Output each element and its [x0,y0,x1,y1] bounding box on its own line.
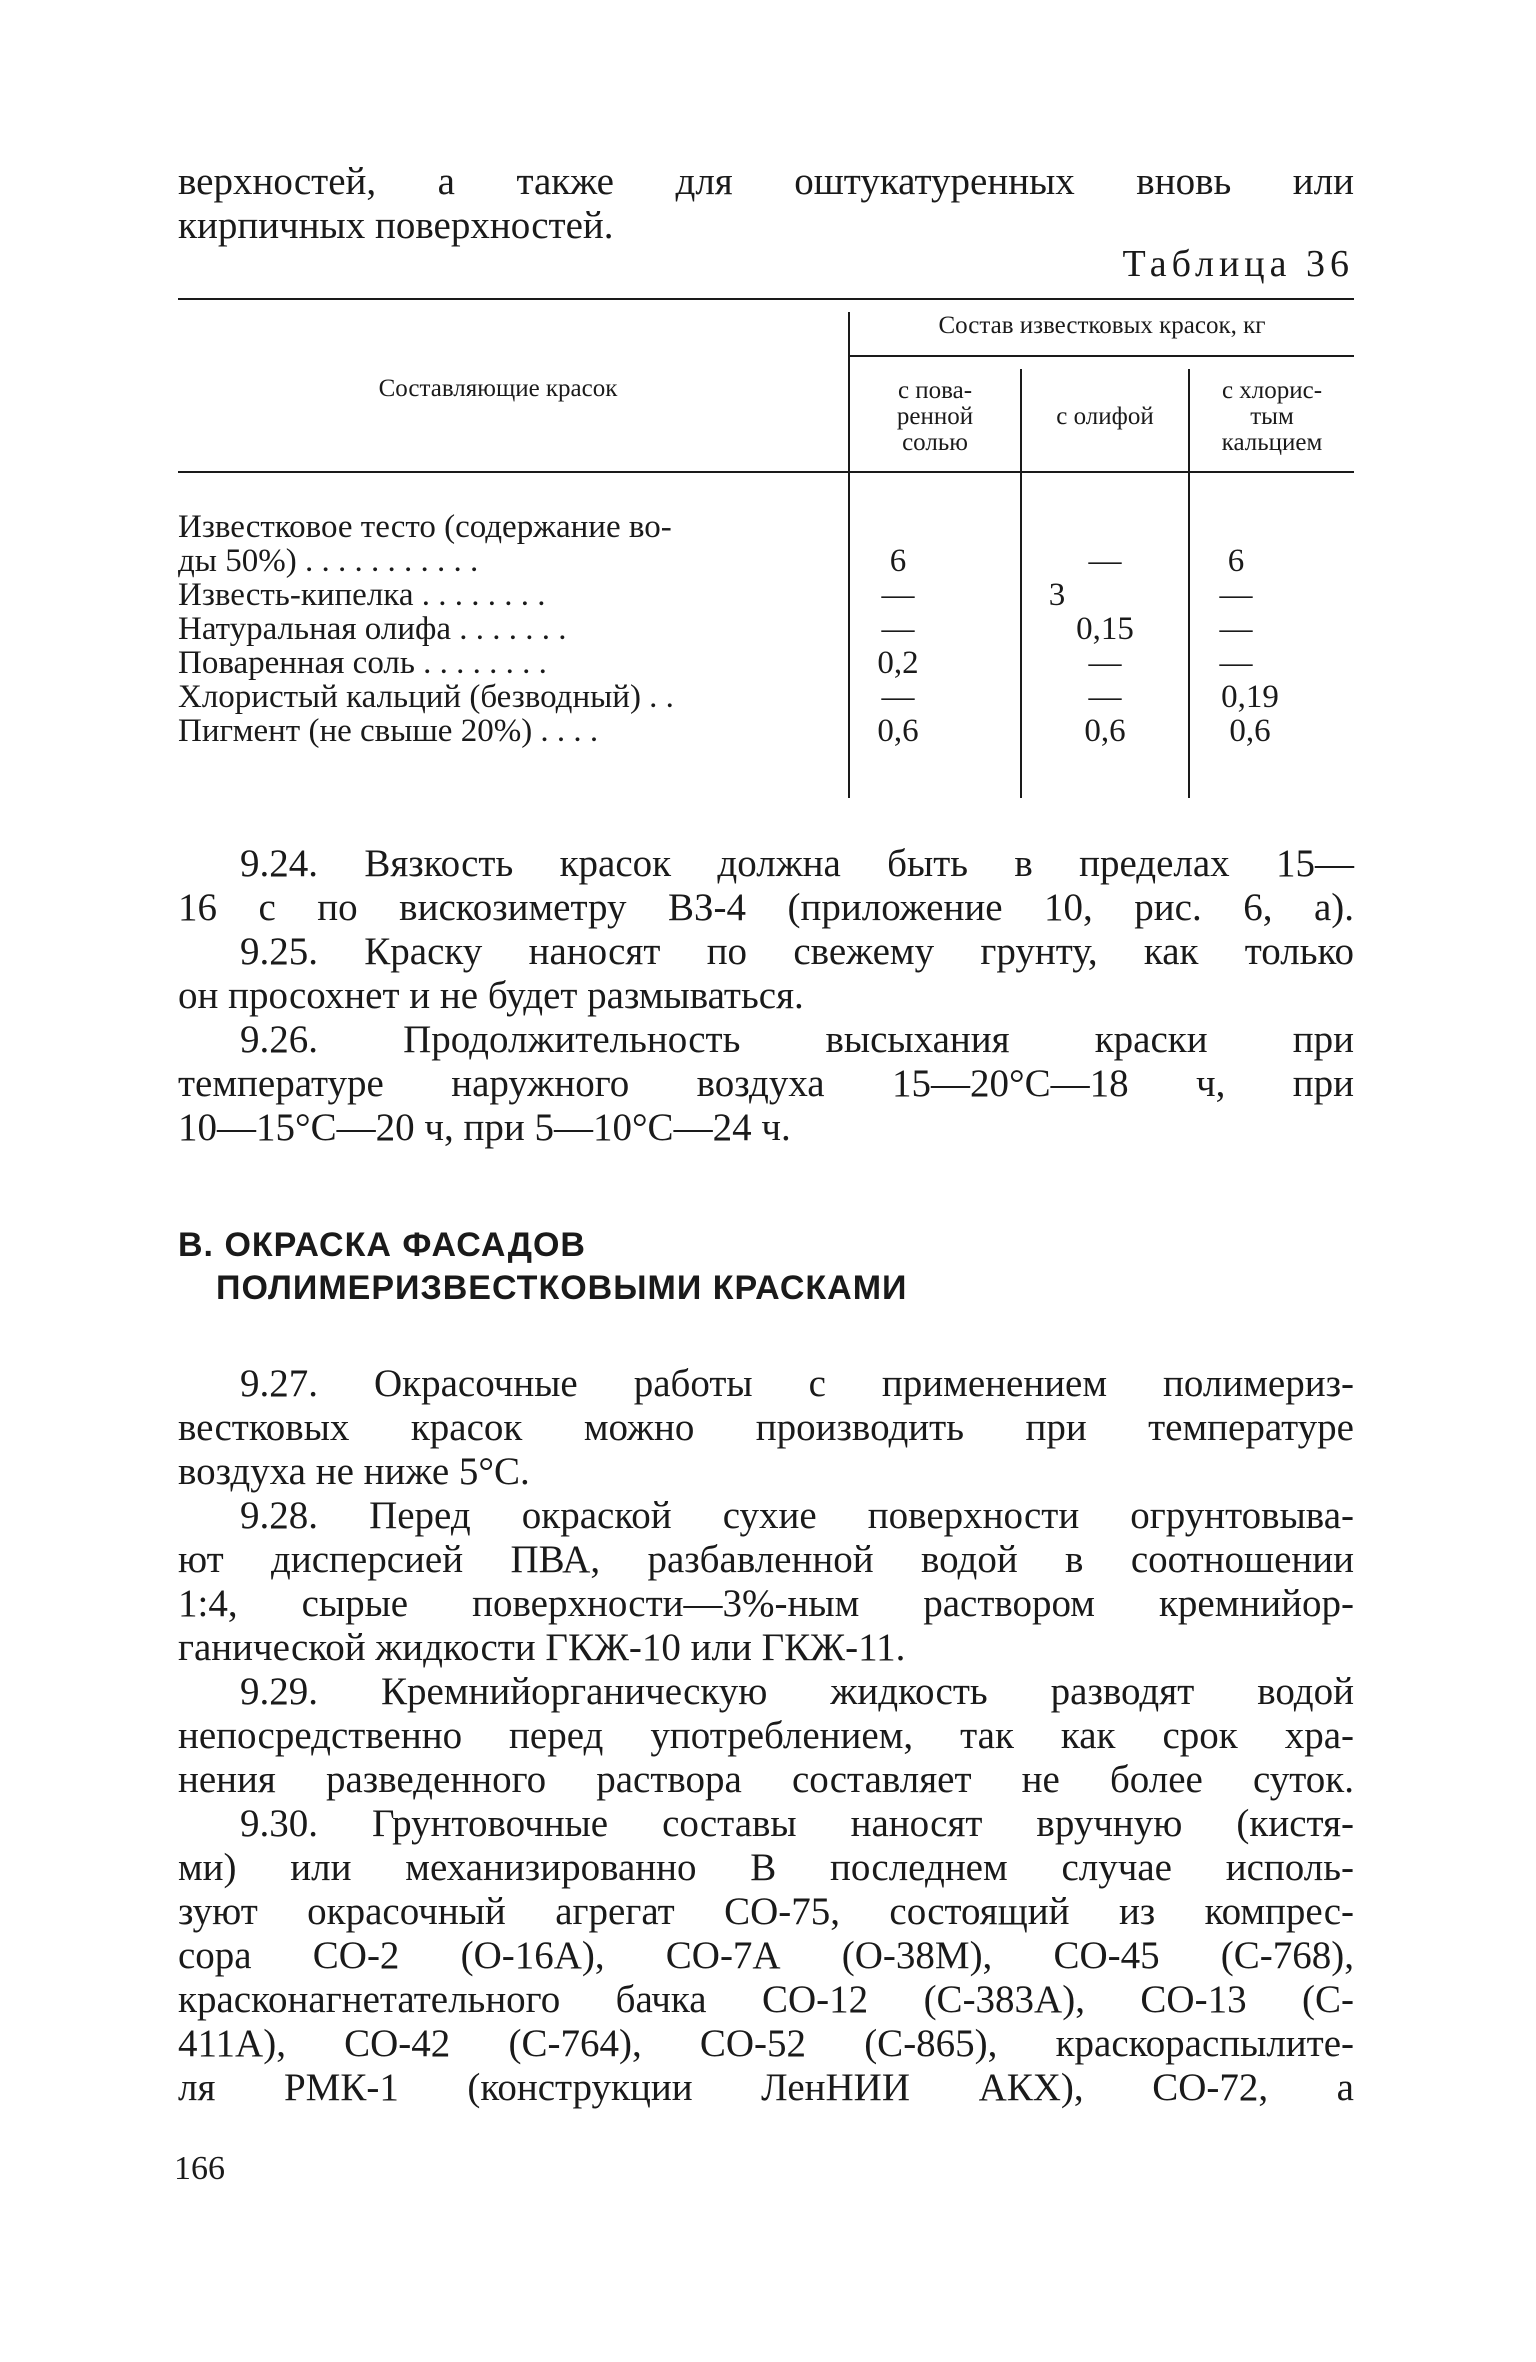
row-label: Известковое тесто (содержание во- [178,509,672,545]
table-cell: 0,6 [1084,713,1126,749]
para-9-28-line-3: 1:4, сырые поверхности—3%-ным раствором кремнийор- [178,1582,1354,1625]
header-oil-line-1: с олифой [1056,403,1154,430]
table-cell: — [1219,577,1253,613]
table-cell: — [881,679,915,715]
para-9-30-line-7: ля РМК-1 (конструкции ЛенНИИ АКХ), СО-72, а [178,2066,1354,2109]
header-salt-line-2: ренной [896,403,974,430]
header-calcium-line-1: с хлорис- [1221,377,1323,404]
table-caption: Таблица 36 [1122,243,1354,285]
para-9-28-line-2: ют дисперсией ПВА, разбавленной водой в соотношении [178,1538,1354,1581]
para-9-30-line-2: ми) или механизированно В последнем случае исполь- [178,1846,1354,1889]
table-top-rule [178,298,1354,300]
group-header-rule [850,355,1354,357]
row-label: Поваренная соль . . . . . . . . [178,645,547,681]
para-9-27-line-2: вестковых красок можно производить при температуре [178,1406,1354,1449]
header-salt-line-1: с пова- [897,377,973,404]
table-cell: 0,2 [877,645,919,681]
para-9-26-line-3: 10—15°С—20 ч, при 5—10°С—24 ч. [178,1106,791,1149]
section-heading-line-1: В. ОКРАСКА ФАСАДОВ [178,1226,586,1264]
table-cell: — [1219,645,1253,681]
header-calcium [1190,378,1354,456]
table-cell: — [881,577,915,613]
table-cell: 0,6 [1229,713,1271,749]
para-9-24-line-1: 9.24. Вязкость красок должна быть в пределах 15— [240,842,1354,885]
table-cell: — [1088,679,1122,715]
para-9-30-line-1: 9.30. Грунтовочные составы наносят вручную (кистя- [240,1802,1354,1845]
table-cell: — [1088,645,1122,681]
row-label: ды 50%) . . . . . . . . . . . [178,543,479,579]
para-9-25-line-2: он просохнет и не будет размываться. [178,974,804,1017]
header-salt-line-3: солью [902,429,968,456]
page-number: 166 [174,2150,225,2187]
para-9-28-line-1: 9.28. Перед окраской сухие поверхности огрунтовыва- [240,1494,1354,1537]
header-oil [1022,404,1188,430]
header-calcium-line-3: кальцием [1221,429,1323,456]
header-calcium-line-2: тым [1250,403,1294,430]
para-9-27-line-3: воздуха не ниже 5°С. [178,1450,530,1493]
para-9-30-line-5: красконагнетательного бачка СО-12 (С-383А), СО-13 (С- [178,1978,1354,2021]
table-cell: — [881,611,915,647]
para-9-26-line-1: 9.26. Продолжительность высыхания краски при [240,1018,1354,1061]
para-9-25-line-1: 9.25. Краску наносят по свежему грунту, как только [240,930,1354,973]
table-cell: 6 [1227,543,1245,579]
header-salt [850,378,1020,456]
para-9-30-line-3: зуют окрасочный агрегат СО-75, состоящий из компрес- [178,1890,1354,1933]
paint-composition-table [178,298,1354,798]
para-9-26-line-2: температуре наружного воздуха 15—20°С—18 ч, при [178,1062,1354,1105]
para-9-30-line-6: 411А), СО-42 (С-764), СО-52 (С-865), краскораспылите- [178,2022,1354,2065]
table-cell: 0,19 [1221,679,1279,715]
header-bottom-rule [178,471,1354,473]
para-9-24-line-2: 16 с по вискозиметру ВЗ-4 (приложение 10, рис. 6, а). [178,886,1354,929]
para-9-30-line-4: сора СО-2 (О-16А), СО-7А (О-38М), СО-45 (С-768), [178,1934,1354,1977]
row-label: Пигмент (не свыше 20%) . . . . [178,713,599,749]
table-cell: 3 [1048,577,1066,613]
table-cell: 6 [889,543,907,579]
row-label: Хлористый кальций (безводный) . . [178,679,674,715]
section-heading-line-2: ПОЛИМЕРИЗВЕСТКОВЫМИ КРАСКАМИ [216,1269,908,1307]
table-cell: — [1219,611,1253,647]
row-label: Известь-кипелка . . . . . . . . [178,577,546,613]
header-group: Состав известковых красок, кг [938,312,1266,339]
table-cell: 0,15 [1076,611,1134,647]
intro-line-1: верхностей, а также для оштукатуренных вновь или [178,160,1354,203]
para-9-27-line-1: 9.27. Окрасочные работы с применением полимериз- [240,1362,1354,1405]
table-cell: 0,6 [877,713,919,749]
header-components: Составляющие красок [378,375,618,402]
para-9-29-line-1: 9.29. Кремнийорганическую жидкость разводят водой [240,1670,1354,1713]
table-cell: — [1088,543,1122,579]
para-9-28-line-4: ганической жидкости ГКЖ-10 или ГКЖ-11. [178,1626,906,1669]
para-9-29-line-3: нения разведенного раствора составляет не более суток. [178,1758,1354,1801]
para-9-29-line-2: непосредственно перед употреблением, так как срок хра- [178,1714,1354,1757]
intro-line-2: кирпичных поверхностей. [178,204,614,247]
row-label: Натуральная олифа . . . . . . . [178,611,567,647]
